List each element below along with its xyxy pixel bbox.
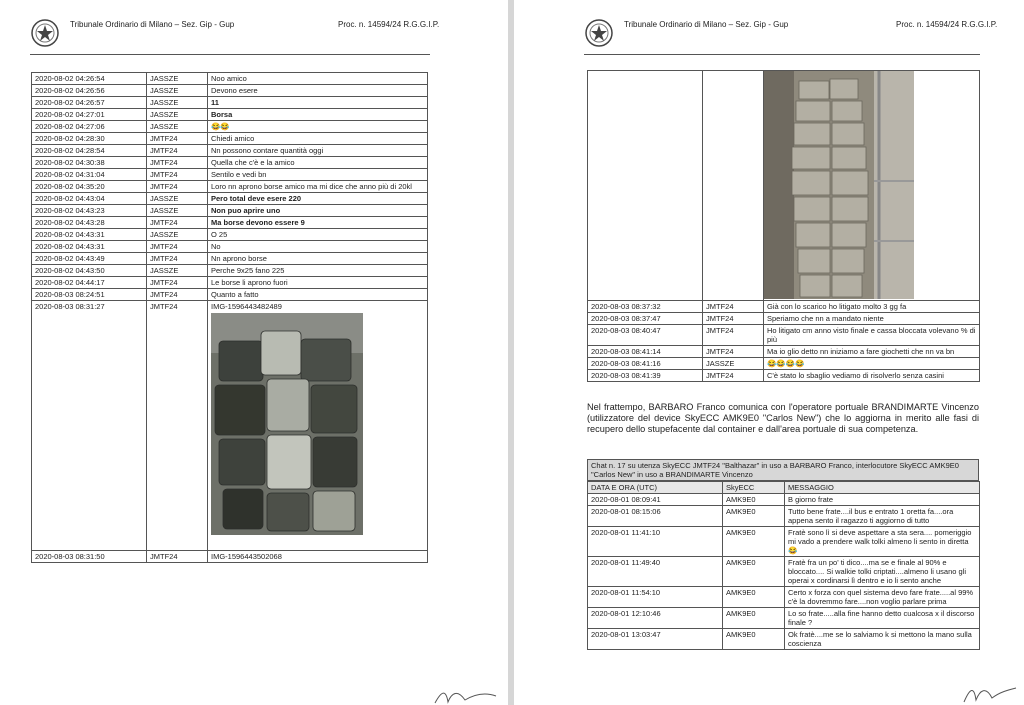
- table-cell: Ho litigato cm anno visto finale e cassa bloccata volevano % di più: [764, 325, 980, 346]
- table-cell: 2020-08-02 04:44:17: [32, 277, 147, 289]
- table-cell: 2020-08-01 11:49:40: [588, 557, 723, 587]
- italian-emblem-icon: [584, 16, 614, 50]
- table-cell: Quanto a fatto: [208, 289, 428, 301]
- table-cell: JMTF24: [147, 145, 208, 157]
- table-cell: AMK9E0: [723, 506, 785, 527]
- table-row: [32, 205, 428, 217]
- table-row: [588, 494, 980, 506]
- table-cell: AMK9E0: [723, 494, 785, 506]
- chat-header-row: [588, 482, 980, 494]
- table-cell: Lo so frate.....alla fine hanno detto cualcosa x il discorso finale ?: [785, 608, 980, 629]
- table-row: [588, 325, 980, 346]
- table-cell: 2020-08-02 04:35:20: [32, 181, 147, 193]
- table-row: [32, 169, 428, 181]
- left-chat-table: [31, 72, 428, 563]
- table-cell: JASSZE: [147, 97, 208, 109]
- table-row: [32, 121, 428, 133]
- narrative-paragraph: Nel frattempo, BARBARO Franco comunica con l'operatore portuale BRANDIMARTE Vincenzo (utilizzatore del device SkyECC AMK9E0 "Carlos New") che lo aggiorna in merito alle fasi di recupero dello stupefacente dal container e dall'area portuale di sua competenza.: [587, 402, 979, 434]
- left-page: [0, 0, 508, 705]
- italian-emblem-icon: [30, 16, 60, 50]
- table-cell: 2020-08-03 08:24:51: [32, 289, 147, 301]
- table-cell: 2020-08-01 08:09:41: [588, 494, 723, 506]
- table-cell: JASSZE: [147, 265, 208, 277]
- bags-photo: [211, 313, 363, 535]
- table-cell: 2020-08-02 04:28:30: [32, 133, 147, 145]
- table-row: [32, 181, 428, 193]
- table-cell: 11: [208, 97, 428, 109]
- table-cell: Noo amico: [208, 73, 428, 85]
- table-cell: 2020-08-02 04:43:49: [32, 253, 147, 265]
- table-row: [32, 301, 428, 551]
- table-cell: JASSZE: [147, 73, 208, 85]
- page-header: [30, 16, 450, 52]
- table-cell: JMTF24: [703, 370, 764, 382]
- table-cell: JMTF24: [147, 181, 208, 193]
- table-cell: 2020-08-01 12:10:46: [588, 608, 723, 629]
- table-cell: Perche 9x25 fano 225: [208, 265, 428, 277]
- right-page: [514, 0, 1024, 705]
- table-row: [588, 313, 980, 325]
- chat-caption: Chat n. 17 su utenza SkyECC JMTF24 "Balthazar" in uso a BARBARO Franco, interlocutore SkyECC AMK9E0 "Carlos New" in uso a BRANDIMARTE Vincenzo: [587, 459, 979, 481]
- image-filename: IMG-1596443482489: [211, 302, 282, 311]
- table-row: [32, 73, 428, 85]
- table-row: [588, 527, 980, 557]
- table-row: [588, 346, 980, 358]
- table-cell: Borsa: [208, 109, 428, 121]
- table-row: [32, 193, 428, 205]
- table-cell: JASSZE: [147, 205, 208, 217]
- table-cell: JASSZE: [703, 358, 764, 370]
- table-cell: JASSZE: [147, 85, 208, 97]
- table-cell: JMTF24: [147, 133, 208, 145]
- table-cell: Speriamo che nn a mandato niente: [764, 313, 980, 325]
- table-row: [588, 506, 980, 527]
- table-cell: 2020-08-02 04:26:54: [32, 73, 147, 85]
- table-row: [588, 629, 980, 650]
- table-cell: JMTF24: [147, 289, 208, 301]
- table-cell: Sentilo e vedi bn: [208, 169, 428, 181]
- table-row: [588, 370, 980, 382]
- table-cell: JMTF24: [147, 277, 208, 289]
- table-cell: 2020-08-02 04:43:23: [32, 205, 147, 217]
- header-rule: [584, 54, 980, 55]
- table-cell: 2020-08-02 04:43:31: [32, 229, 147, 241]
- table-cell: Devono esere: [208, 85, 428, 97]
- table-cell: AMK9E0: [723, 629, 785, 650]
- table-cell: JASSZE: [147, 121, 208, 133]
- signature-mark: [430, 688, 500, 705]
- table-cell: JASSZE: [147, 109, 208, 121]
- table-cell: 2020-08-01 13:03:47: [588, 629, 723, 650]
- table-row: [32, 133, 428, 145]
- table-cell: JMTF24: [147, 241, 208, 253]
- right-chat-table: [587, 70, 980, 382]
- procedure-number: Proc. n. 14594/24 R.G.G.I.P.: [896, 20, 998, 29]
- table-row: [588, 587, 980, 608]
- table-cell: AMK9E0: [723, 587, 785, 608]
- table-cell: 2020-08-02 04:27:01: [32, 109, 147, 121]
- table-cell: JMTF24: [703, 301, 764, 313]
- table-cell: JMTF24: [147, 169, 208, 181]
- column-header: MESSAGGIO: [785, 482, 980, 494]
- procedure-number: Proc. n. 14594/24 R.G.G.I.P.: [338, 20, 440, 29]
- table-row: [32, 97, 428, 109]
- table-cell: [208, 301, 428, 551]
- table-cell: 😂😂😂😂: [764, 358, 980, 370]
- table-cell: 2020-08-03 08:41:16: [588, 358, 703, 370]
- table-cell: JASSZE: [147, 193, 208, 205]
- table-cell: JMTF24: [147, 157, 208, 169]
- table-cell: Tutto bene frate....il bus e entrato 1 oretta fa....ora appena sento il ragazzo ti aggiorno di tutto: [785, 506, 980, 527]
- table-cell: Pero total deve esere 220: [208, 193, 428, 205]
- table-cell: Fratè fra un po' ti dico....ma se e finale al 90% e bloccato.... Si walkie tolki criptati....almeno li usano gli operai x cordinarsi lì dentro e io li sento anche: [785, 557, 980, 587]
- table-cell: Quella che c'è e la amico: [208, 157, 428, 169]
- table-cell: 2020-08-02 04:27:06: [32, 121, 147, 133]
- table-row: [588, 358, 980, 370]
- table-cell: 2020-08-02 04:31:04: [32, 169, 147, 181]
- table-cell: 2020-08-02 04:26:56: [32, 85, 147, 97]
- chat-17-table-block: [587, 459, 979, 650]
- table-cell: JASSZE: [147, 229, 208, 241]
- table-cell: Le borse li aprono fuori: [208, 277, 428, 289]
- table-cell: 2020-08-02 04:26:57: [32, 97, 147, 109]
- table-cell: 2020-08-02 04:30:38: [32, 157, 147, 169]
- table-cell: 2020-08-03 08:37:32: [588, 301, 703, 313]
- table-cell: IMG-1596443502068: [208, 551, 428, 563]
- table-cell: 2020-08-02 04:43:28: [32, 217, 147, 229]
- table-cell: JMTF24: [703, 313, 764, 325]
- table-cell: JMTF24: [147, 551, 208, 563]
- table-cell: Già con lo scarico ho litigato molto 3 gg fa: [764, 301, 980, 313]
- table-cell: Ma io glio detto nn iniziamo a fare giochetti che nn va bn: [764, 346, 980, 358]
- table-cell: Non puo aprire uno: [208, 205, 428, 217]
- table-cell: 2020-08-03 08:31:27: [32, 301, 147, 551]
- table-row: [32, 85, 428, 97]
- table-cell: 2020-08-02 04:43:04: [32, 193, 147, 205]
- table-cell: Loro nn aprono borse amico ma mi dice che anno più di 20kl: [208, 181, 428, 193]
- table-cell: 😂😂: [208, 121, 428, 133]
- header-rule: [30, 54, 430, 55]
- column-header: SkyECC: [723, 482, 785, 494]
- table-cell: 2020-08-03 08:41:14: [588, 346, 703, 358]
- table-row: [32, 265, 428, 277]
- table-cell: Ma borse devono essere 9: [208, 217, 428, 229]
- table-cell: 2020-08-03 08:37:47: [588, 313, 703, 325]
- table-cell: 2020-08-01 11:41:10: [588, 527, 723, 557]
- table-cell: Nn possono contare quantità oggi: [208, 145, 428, 157]
- table-row: [588, 608, 980, 629]
- warehouse-photo: [764, 71, 914, 299]
- table-cell: Ok fratè....me se lo salviamo k si mettono la mano sulla coscienza: [785, 629, 980, 650]
- table-cell: JMTF24: [703, 346, 764, 358]
- table-cell: 2020-08-01 11:54:10: [588, 587, 723, 608]
- table-row: [32, 229, 428, 241]
- table-row: [32, 551, 428, 563]
- table-row: [588, 557, 980, 587]
- table-cell: Fratè sono lì si deve aspettare a sta sera.... pomeriggio mi vado a prendere walk tolki almeno li sento in diretta 😂: [785, 527, 980, 557]
- table-row: [32, 241, 428, 253]
- table-cell: JMTF24: [703, 325, 764, 346]
- table-row: [32, 145, 428, 157]
- table-cell: 2020-08-02 04:28:54: [32, 145, 147, 157]
- table-cell: JMTF24: [147, 253, 208, 265]
- table-row: [32, 253, 428, 265]
- table-cell: Chiedi amico: [208, 133, 428, 145]
- table-cell: Certo x forza con quel sistema devo fare frate.....al 99% c'è la dovremmo fare....non voglio parlare prima: [785, 587, 980, 608]
- table-cell: C'è stato lo sbaglio vediamo di risolverlo senza casini: [764, 370, 980, 382]
- table-cell: AMK9E0: [723, 557, 785, 587]
- table-cell: AMK9E0: [723, 527, 785, 557]
- table-cell: 2020-08-01 08:15:06: [588, 506, 723, 527]
- table-row: [32, 277, 428, 289]
- table-cell: JMTF24: [147, 217, 208, 229]
- table-row: [32, 157, 428, 169]
- table-cell: 2020-08-03 08:31:50: [32, 551, 147, 563]
- table-row: [588, 71, 980, 301]
- table-cell: O 25: [208, 229, 428, 241]
- table-cell: 2020-08-02 04:43:31: [32, 241, 147, 253]
- table-cell: AMK9E0: [723, 608, 785, 629]
- column-header: DATA E ORA (UTC): [588, 482, 723, 494]
- court-name: Tribunale Ordinario di Milano – Sez. Gip - Gup: [624, 20, 789, 29]
- signature-mark: [960, 684, 1020, 704]
- table-cell: No: [208, 241, 428, 253]
- table-row: [32, 217, 428, 229]
- court-name: Tribunale Ordinario di Milano – Sez. Gip - Gup: [70, 20, 235, 29]
- table-cell: 2020-08-02 04:43:50: [32, 265, 147, 277]
- table-cell: 2020-08-03 08:41:39: [588, 370, 703, 382]
- table-row: [588, 301, 980, 313]
- table-cell: B giorno frate: [785, 494, 980, 506]
- table-cell: JMTF24: [147, 301, 208, 551]
- table-row: [32, 289, 428, 301]
- table-row: [32, 109, 428, 121]
- chat-17-table: [587, 481, 980, 650]
- table-cell: Nn aprono borse: [208, 253, 428, 265]
- table-cell: 2020-08-03 08:40:47: [588, 325, 703, 346]
- page-header: [584, 16, 1004, 52]
